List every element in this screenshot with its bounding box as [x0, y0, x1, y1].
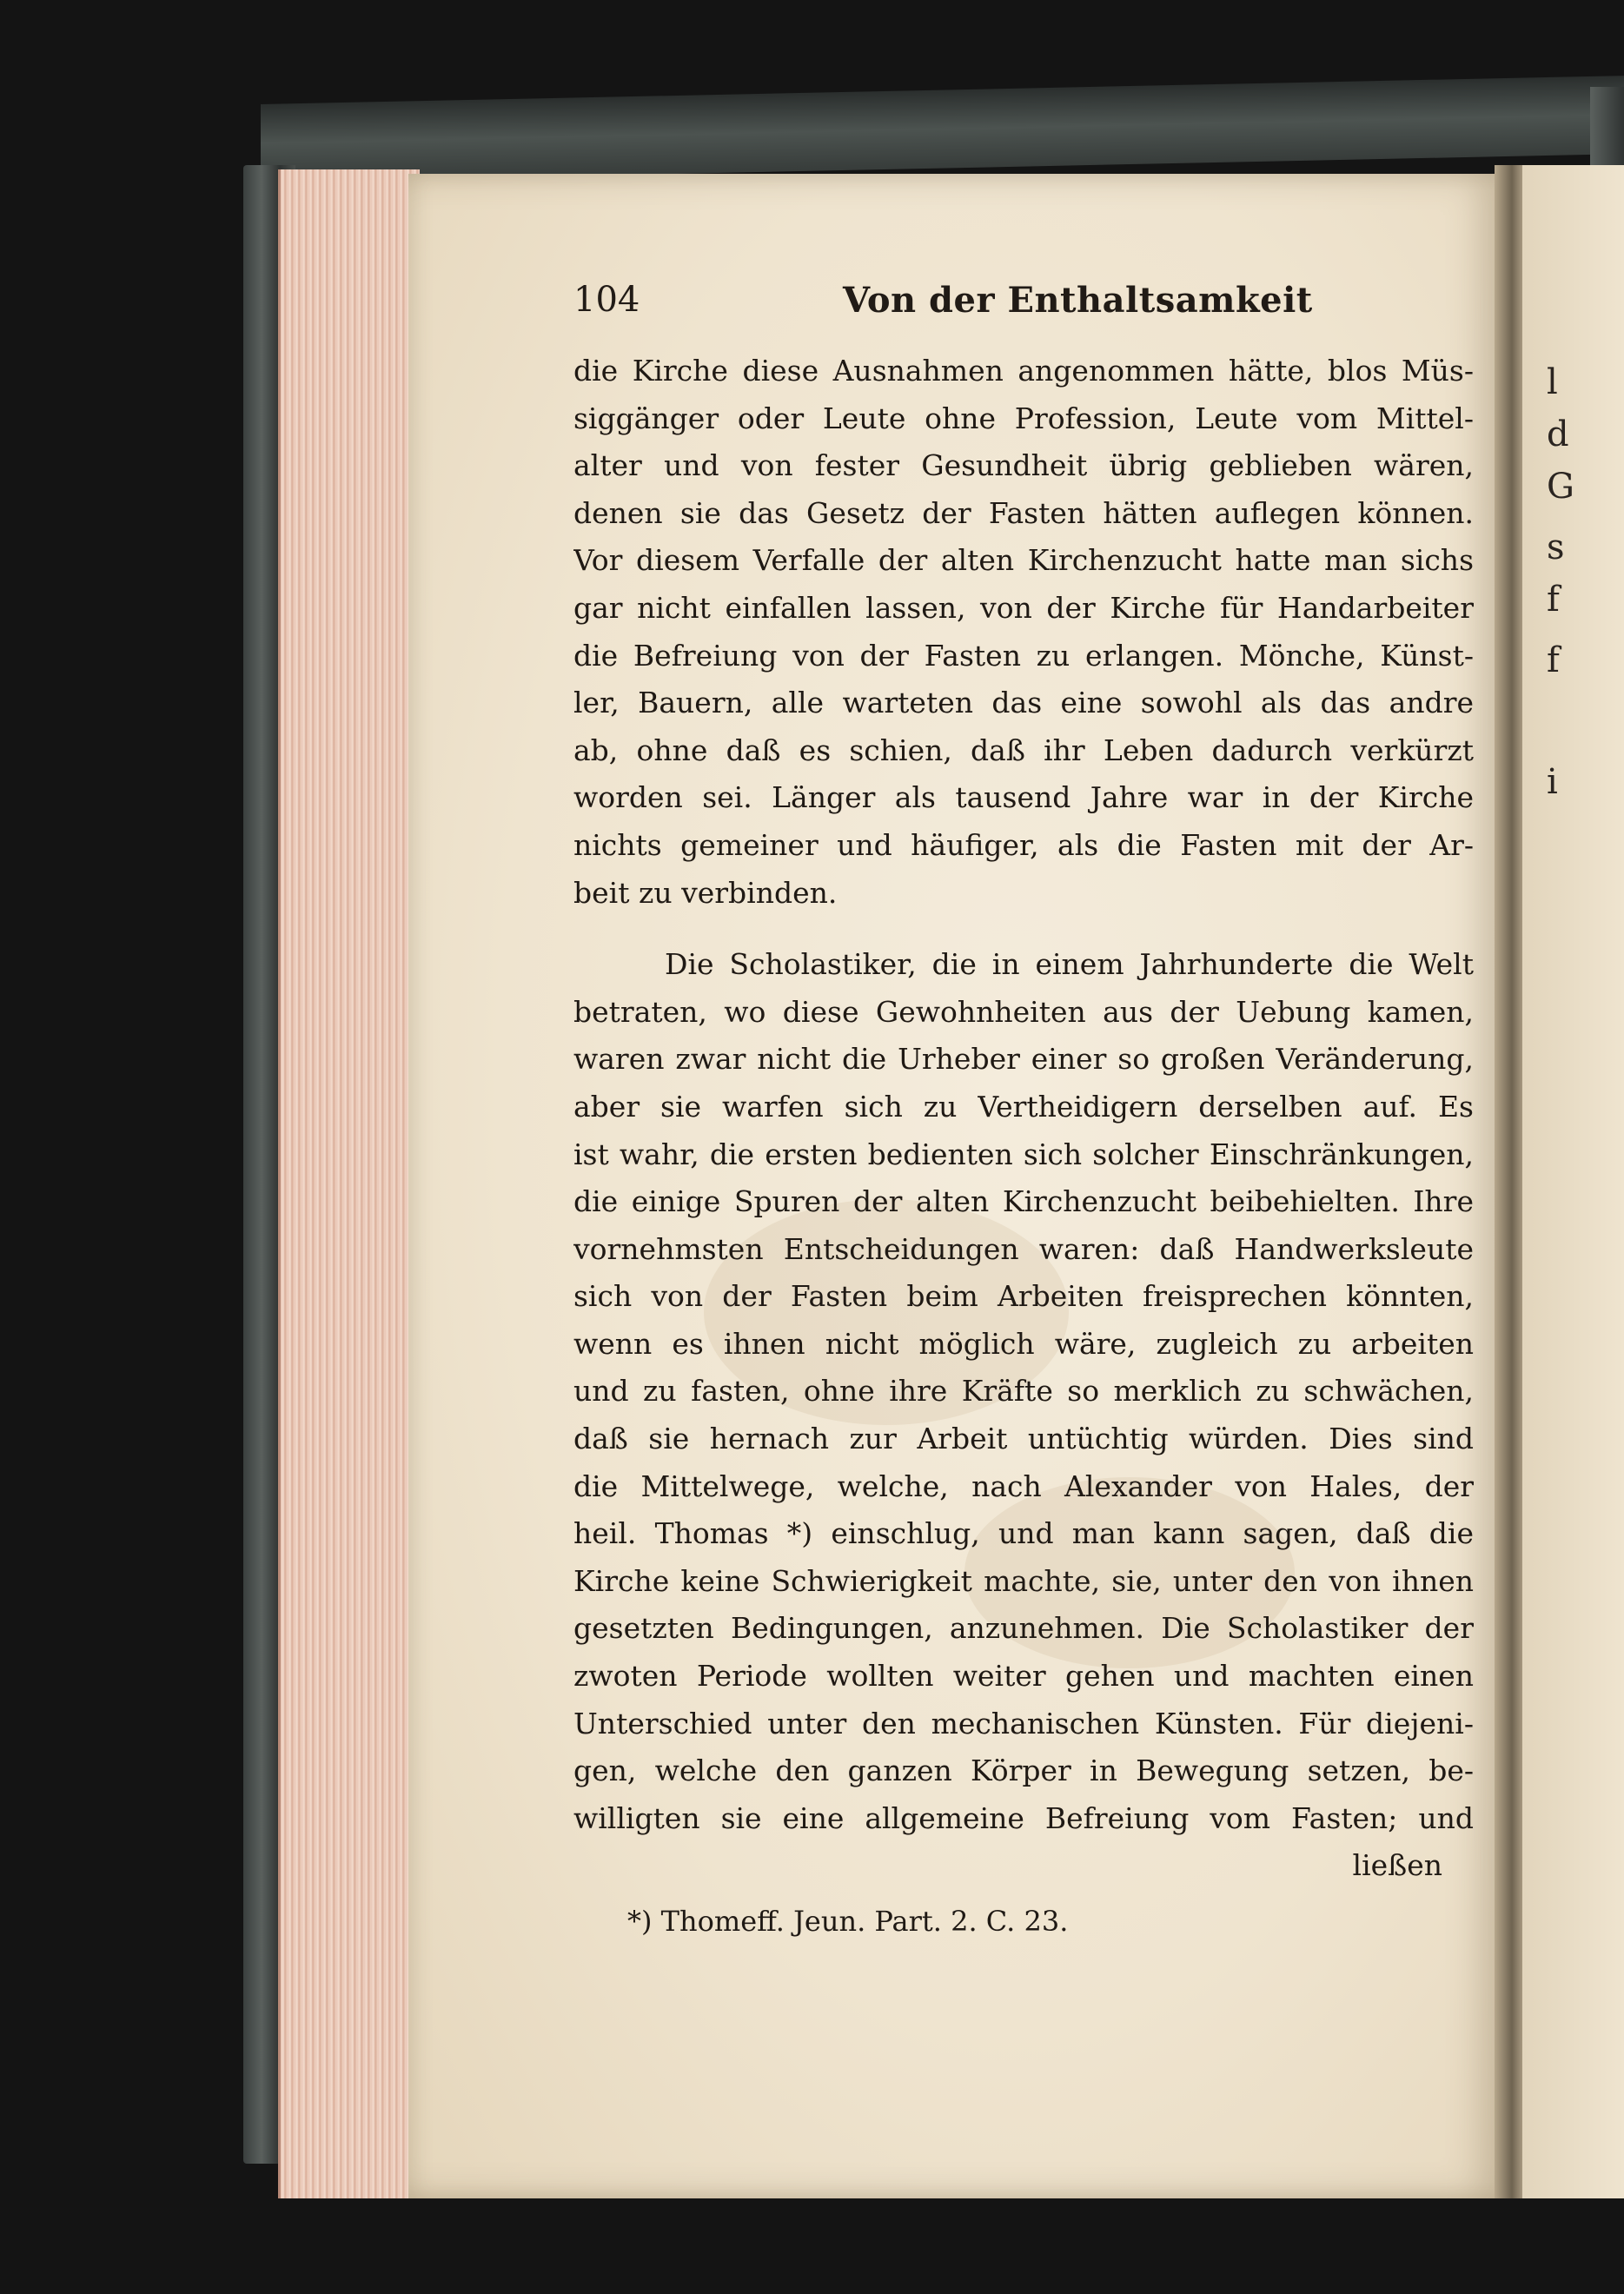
text-line: ler, Bauern, alle warteten das eine sowohl als das andre	[573, 686, 1474, 720]
text-line: Kirche keine Schwierigkeit machte, sie, unter den von ihnen	[573, 1563, 1474, 1598]
text-line: Unterschied unter den mechanischen Künsten. Für diejeni-	[573, 1706, 1474, 1740]
text-line: gesetzten Bedingungen, anzunehmen. Die Scholastiker der	[573, 1611, 1474, 1646]
book-cover-top-edge	[261, 76, 1624, 182]
footnote: *) Thomeff. Jeun. Part. 2. C. 23.	[627, 1905, 1069, 1938]
text-line: die Mittelwege, welche, nach Alexander von Hales, der	[573, 1469, 1474, 1503]
facing-page-glyph: f	[1547, 640, 1560, 680]
paragraph-gap	[573, 917, 1474, 941]
text-line: worden sei. Länger als tausend Jahre war in der Kirche	[573, 780, 1474, 815]
text-line: Die Scholastiker, die in einem Jahrhunderte die Welt	[665, 947, 1474, 982]
facing-page-glyph: i	[1547, 762, 1558, 802]
text-line: daß sie hernach zur Arbeit untüchtig würden. Dies sind	[573, 1422, 1474, 1456]
text-line: ist wahr, die ersten bedienten sich solcher Einschränkungen,	[573, 1137, 1474, 1171]
page-header	[573, 280, 1313, 332]
text-line: die Befreiung von der Fasten zu erlangen. Mönche, Künst-	[573, 638, 1474, 673]
text-line: aber sie warfen sich zu Vertheidigern derselben auf. Es	[573, 1089, 1474, 1124]
text-line: zwoten Periode wollten weiter gehen und machten einen	[573, 1659, 1474, 1694]
page-block-edges	[278, 169, 420, 2198]
text-line: beit zu verbinden.	[573, 875, 838, 910]
facing-page-glyph: l	[1547, 362, 1558, 402]
text-line: ab, ohne daß es schien, daß ihr Leben dadurch verkürzt	[573, 733, 1474, 767]
text-line: die einige Spuren der alten Kirchenzucht beibehielten. Ihre	[573, 1184, 1474, 1219]
text-line: gen, welche den ganzen Körper in Bewegung setzen, be-	[573, 1754, 1474, 1788]
text-line: sich von der Fasten beim Arbeiten freisprechen könnten,	[573, 1279, 1474, 1314]
text-line: die Kirche diese Ausnahmen angenommen hätte, blos Müs-	[573, 354, 1474, 388]
text-line: willigten sie eine allgemeine Befreiung vom Fasten; und	[573, 1800, 1474, 1835]
text-line: Vor diesem Verfalle der alten Kirchenzucht hatte man sichs	[573, 543, 1474, 578]
text-line: gar nicht einfallen lassen, von der Kirche für Handarbeiter	[573, 590, 1474, 625]
text-line: vornehmsten Entscheidungen waren: daß Handwerksleute	[573, 1231, 1474, 1266]
facing-page-glyph: G	[1547, 467, 1574, 507]
facing-page-glyph: f	[1547, 580, 1560, 620]
running-head: Von der Enthaltsamkeit	[843, 280, 1313, 321]
text-line: und zu fasten, ohne ihre Kräfte so merklich zu schwächen,	[573, 1374, 1474, 1409]
text-line: waren zwar nicht die Urheber einer so großen Veränderung,	[573, 1042, 1474, 1077]
body-text	[573, 348, 1474, 1890]
text-line: nichts gemeiner und häufiger, als die Fasten mit der Ar-	[573, 827, 1474, 862]
text-line: betraten, wo diese Gewohnheiten aus der Uebung kamen,	[573, 994, 1474, 1029]
text-line: denen sie das Gesetz der Fasten hätten auflegen können.	[573, 495, 1474, 530]
facing-page-glyph: s	[1547, 527, 1565, 567]
facing-page-fragment	[1522, 165, 1624, 2198]
text-line: heil. Thomas *) einschlug, und man kann sagen, daß die	[573, 1516, 1474, 1551]
facing-page-glyph: d	[1547, 414, 1569, 454]
text-line: ließen	[1352, 1848, 1442, 1883]
text-line: wenn es ihnen nicht möglich wäre, zugleich zu arbeiten	[573, 1326, 1474, 1361]
text-line: alter und von fester Gesundheit übrig geblieben wären,	[573, 448, 1474, 483]
page-number: 104	[573, 280, 640, 320]
text-line: siggänger oder Leute ohne Profession, Leute vom Mittel-	[573, 401, 1474, 435]
